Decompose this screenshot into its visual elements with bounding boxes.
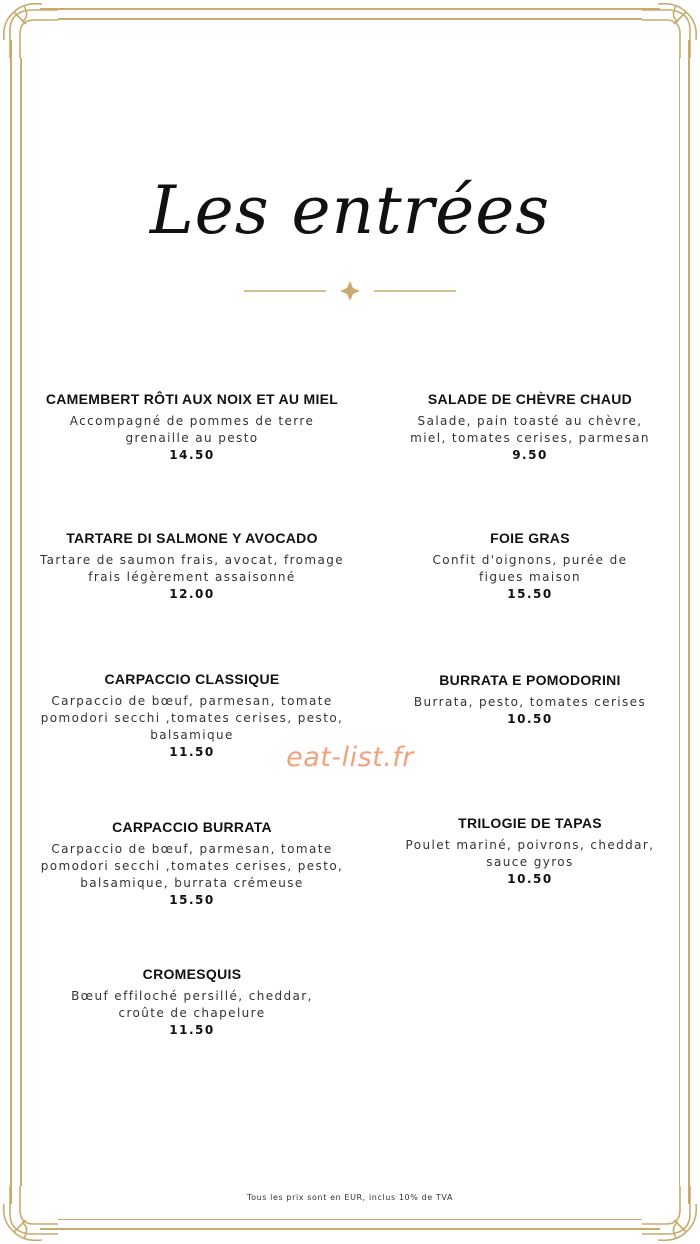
item-price: 14.50 [169,448,215,462]
frame-border-bottom [40,1228,660,1230]
frame-border-bottom-inner [58,1219,642,1221]
item-price: 15.50 [169,893,215,907]
menu-item [388,815,672,888]
frame-border-top [40,8,660,10]
item-name: TARTARE DI SALMONE Y AVOCADO [66,530,318,546]
item-price: 12.00 [169,587,215,601]
item-name: SALADE DE CHÈVRE CHAUD [427,391,633,407]
menu-item [22,391,362,464]
item-description: Accompagné de pommes de terre [69,414,315,428]
item-description: Poulet mariné, poivrons, cheddar, [405,838,655,852]
menu-item [388,530,672,603]
item-description: Bœuf effiloché persillé, cheddar, [71,989,313,1003]
item-name: BURRATA E POMODORINI [439,672,621,688]
item-price: 11.50 [169,1023,215,1037]
item-description: balsamique [150,728,234,742]
menu-item [22,966,362,1039]
menu-item [22,819,362,909]
item-price: 15.50 [507,587,553,601]
divider-star-icon [240,280,460,302]
corner-ornament-icon [0,0,60,60]
item-description: Salade, pain toasté au chèvre, [417,414,643,428]
menu-item [22,530,362,603]
watermark-text: eat-list.fr [286,742,414,773]
item-name: CAMEMBERT RÔTI AUX NOIX ET AU MIEL [45,391,339,407]
item-description: pomodori secchi ,tomates cerises, pesto, [40,859,344,873]
frame-border-top-inner [58,18,642,20]
item-description: Tartare de saumon frais, avocat, fromage [39,553,345,567]
menu-title: Les entrées [149,172,551,249]
item-description: miel, tomates cerises, parmesan [410,431,650,445]
corner-ornament-icon [640,0,700,60]
item-description: Burrata, pesto, tomates cerises [413,695,647,709]
item-name: FOIE GRAS [490,530,570,546]
item-price: 10.50 [507,872,553,886]
menu-item [388,672,672,728]
item-name: CARPACCIO BURRATA [112,819,272,835]
item-description: pomodori secchi ,tomates cerises, pesto, [40,711,344,725]
item-description: sauce gyros [486,855,574,869]
item-description: balsamique, burrata crémeuse [80,876,304,890]
item-description: figues maison [478,570,581,584]
item-price: 11.50 [169,745,215,759]
item-name: CROMESQUIS [142,966,242,982]
item-description: frais légèrement assaisonné [88,570,296,584]
item-description: Carpaccio de bœuf, parmesan, tomate [51,694,333,708]
item-price: 10.50 [507,712,553,726]
item-description: Carpaccio de bœuf, parmesan, tomate [51,842,333,856]
item-description: grenaille au pesto [125,431,259,445]
item-name: TRILOGIE DE TAPAS [458,815,602,831]
menu-item [388,391,672,464]
price-footnote: Tous les prix sont en EUR, inclus 10% de TVA [246,1193,454,1202]
item-name: CARPACCIO CLASSIQUE [104,671,280,687]
item-description: croûte de chapelure [118,1006,266,1020]
item-description: Confit d'oignons, purée de [432,553,628,567]
item-price: 9.50 [512,448,548,462]
